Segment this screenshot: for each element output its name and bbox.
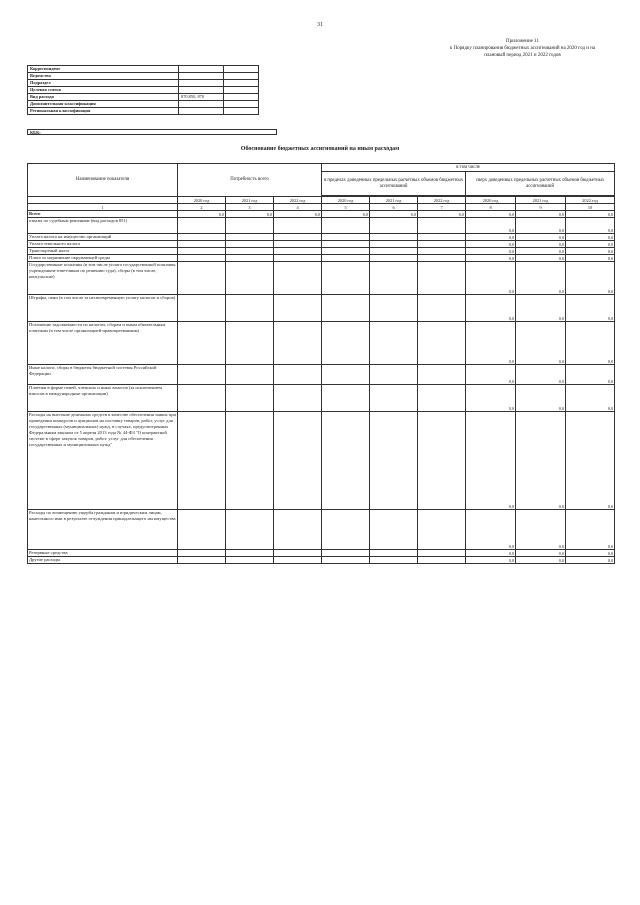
row-value [226,218,274,234]
header-including: в том числе [322,164,615,172]
row-value [178,557,226,564]
row-label: Плата за загрязнение окружающей среды [28,255,178,262]
row-value [370,255,418,262]
row-value [226,550,274,557]
row-value [322,248,370,255]
row-value: 0,0 [566,255,615,262]
header-beyond: сверх доведенных предельных расчетных объемов бюджетных ассигнований [466,172,615,196]
row-value [274,262,322,295]
row-value [226,322,274,365]
header-year: 2020 год [322,197,370,204]
table-row [28,557,615,564]
row-value [178,295,226,322]
column-number: 10 [566,204,615,211]
classification-extra [224,66,259,73]
row-value [178,550,226,557]
row-value: 0,0 [274,211,322,218]
row-value [418,550,466,557]
row-value [418,385,466,412]
row-value: 0,0 [322,211,370,218]
row-value [274,385,322,412]
classification-label: Целевая статья [28,87,179,94]
classification-label: Подраздел [28,80,179,87]
row-value: 0,0 [516,234,566,241]
row-value: 0,0 [516,255,566,262]
row-value [370,385,418,412]
header-year: 2020 год [178,197,226,204]
row-value: 0,0 [566,550,615,557]
row-value [178,412,226,510]
row-value [178,262,226,295]
classification-label: Корреспондент [28,66,179,73]
row-value: 0,0 [566,385,615,412]
row-value: 0,0 [516,510,566,550]
row-value [274,241,322,248]
row-value [226,365,274,385]
row-label: Иные налоги, сборы в бюджеты бюджетной системы Российской Федерации [28,365,178,385]
header-year: 2022 год [274,197,322,204]
header-year: 2022 год [418,197,466,204]
row-value [370,557,418,564]
header-total: Потребность всего [178,164,322,197]
row-value [322,365,370,385]
row-value [274,218,322,234]
row-value [178,234,226,241]
row-value [274,412,322,510]
row-value [370,262,418,295]
row-value [226,234,274,241]
row-value [178,322,226,365]
column-number: 5 [322,204,370,211]
row-value: 0,0 [418,211,466,218]
row-value: 0,0 [516,262,566,295]
row-value [418,234,466,241]
row-value: 0,0 [566,510,615,550]
row-value [274,550,322,557]
row-value: 0,0 [516,295,566,322]
appendix-line-3: плановый период 2021 и 2022 годов [484,53,561,58]
table-row [28,218,615,234]
row-value [370,510,418,550]
row-value: 0,0 [466,241,516,248]
row-value: 0,0 [566,322,615,365]
header-year: 2021 год [370,197,418,204]
row-value: 0,0 [466,557,516,564]
row-value [178,241,226,248]
row-value: 0,0 [566,412,615,510]
classification-value [179,108,224,115]
row-value: 0,0 [466,365,516,385]
column-number: 1 [28,204,178,211]
column-number: 3 [226,204,274,211]
classification-extra [224,80,259,87]
classification-row [28,108,259,115]
row-value [226,262,274,295]
row-label: Расходы на внесение денежных средств в качестве обеспечения заявок при проведении конкурсов и аукционов на поставку товаров, работ, услуг для государственных (муниципальных) нужд, в случаях, предусмотренных Федеральным законом от 5 апреля 2013 года № 44-ФЗ "О контрактной системе в сфере закупок товаров, работ, услуг для обеспечения государственных и муниципальных нужд" [28,412,178,510]
table-row [28,241,615,248]
table-row [28,255,615,262]
classification-value [179,101,224,108]
row-label: Транспортный налог [28,248,178,255]
row-value [370,248,418,255]
classification-row [28,73,259,80]
row-label: Платежи в форме пеней, членских и иных взносов (за исключением взносов в международные организации) [28,385,178,412]
table-row [28,211,615,218]
classification-label: Вид расхода [28,94,179,101]
row-label: Резервные средства [28,550,178,557]
row-value [370,550,418,557]
row-value [226,255,274,262]
classification-extra [224,108,259,115]
row-value [226,248,274,255]
row-value: 0,0 [566,365,615,385]
header-name: Наименование показателя [28,164,178,197]
row-value [418,412,466,510]
classification-extra [224,87,259,94]
document-title: Обоснование бюджетных ассигнований на иным расходам [240,146,400,152]
row-value: 0,0 [566,241,615,248]
row-value [418,557,466,564]
row-value [226,510,274,550]
row-value: 0,0 [466,234,516,241]
row-value [226,412,274,510]
row-value [418,295,466,322]
column-number: 8 [466,204,516,211]
table-row [28,365,615,385]
classification-extra [224,94,259,101]
row-value [322,322,370,365]
row-value [322,412,370,510]
classification-value [179,80,224,87]
header-year: 2020 год [466,197,516,204]
classification-row [28,87,259,94]
classification-row [28,94,259,101]
row-value [226,385,274,412]
row-value [274,365,322,385]
row-value [178,255,226,262]
row-value: 0,0 [516,248,566,255]
row-value: 0,0 [226,211,274,218]
row-value [370,241,418,248]
row-value: 0,0 [466,218,516,234]
classification-value [179,87,224,94]
column-number: 6 [370,204,418,211]
header-year: 2021 год [226,197,274,204]
row-label: Уплата налога на имущество организаций [28,234,178,241]
row-value [274,255,322,262]
row-value [418,322,466,365]
row-value [370,322,418,365]
row-value: 0,0 [466,412,516,510]
row-value [274,322,322,365]
row-value [322,385,370,412]
row-value: 0,0 [516,218,566,234]
row-label: отказы по судебным решениям (вид расходов 851) [28,218,178,234]
row-label: Штрафы, пени (в том числе за несвоевременную уплату налогов и сборов) [28,295,178,322]
column-number: 9 [516,204,566,211]
row-value [418,218,466,234]
row-value [418,248,466,255]
classification-row [28,101,259,108]
classification-value: 870,850, 870 [179,94,224,101]
row-value: 0,0 [516,412,566,510]
row-value: 0,0 [516,241,566,248]
classification-row [28,66,259,73]
table-row [28,234,615,241]
row-value: 0,0 [516,365,566,385]
row-value [418,365,466,385]
row-value [370,218,418,234]
row-value [322,550,370,557]
row-value [226,241,274,248]
row-label: Другие расходы [28,557,178,564]
row-value: 0,0 [466,385,516,412]
row-value: 0,0 [466,510,516,550]
row-value: 0,0 [566,557,615,564]
row-value [178,510,226,550]
kbk-field: КБК: [27,129,277,135]
column-number: 7 [418,204,466,211]
row-value [370,412,418,510]
row-value: 0,0 [566,218,615,234]
header-year: 2021 год [516,197,566,204]
row-value [418,255,466,262]
table-row [28,262,615,295]
row-value [322,510,370,550]
row-value: 0,0 [566,262,615,295]
classification-label: Региональная классификация [28,108,179,115]
row-value [322,218,370,234]
row-value [418,262,466,295]
header-year: 2022 год [566,197,615,204]
row-value: 0,0 [466,255,516,262]
column-number: 2 [178,204,226,211]
row-value [274,234,322,241]
classification-table [27,65,259,115]
row-label: Расходы по возмещению ущерба гражданам и юридическим лицам, нанесенного ими в результате отчуждения принадлежащего им имущества [28,510,178,550]
classification-extra [224,73,259,80]
row-label: Погашение задолженности по налогам, сборам и иным обязательным платежам (в том числе организацией-правопреемником) [28,322,178,365]
row-value [322,262,370,295]
row-value: 0,0 [566,211,615,218]
row-value [418,241,466,248]
table-row [28,550,615,557]
row-value: 0,0 [516,385,566,412]
row-value: 0,0 [370,211,418,218]
row-value [178,385,226,412]
table-row [28,295,615,322]
row-value: 0,0 [466,211,516,218]
classification-value [179,66,224,73]
classification-label: Ведомство [28,73,179,80]
row-value [178,218,226,234]
row-value: 0,0 [516,557,566,564]
row-value [226,295,274,322]
row-value: 0,0 [466,550,516,557]
row-value [322,557,370,564]
row-value [178,365,226,385]
column-number: 4 [274,204,322,211]
row-value [274,295,322,322]
row-value [322,234,370,241]
row-value: 0,0 [466,262,516,295]
classification-extra [224,101,259,108]
row-value [322,241,370,248]
row-value: 0,0 [566,248,615,255]
table-row [28,412,615,510]
row-value: 0,0 [566,295,615,322]
row-label: Уплата земельного налога [28,241,178,248]
row-value [418,510,466,550]
table-row [28,510,615,550]
row-value: 0,0 [516,211,566,218]
row-value: 0,0 [516,550,566,557]
appendix-line-1: Приложение 11 [506,39,539,44]
row-value [322,255,370,262]
table-row [28,322,615,365]
budget-table [27,163,615,564]
row-value [178,248,226,255]
row-value: 0,0 [466,322,516,365]
table-row [28,385,615,412]
row-value: 0,0 [466,295,516,322]
row-value [274,557,322,564]
page-number: 31 [317,22,323,28]
row-value [274,248,322,255]
classification-label: Дополнительная классификация [28,101,179,108]
table-row [28,248,615,255]
row-value [226,557,274,564]
row-value: 0,0 [516,322,566,365]
row-label: Государственные пошлины (в том числе уплата государственной пошлины учреждением-ответчиком по решению суда), сборы (в том числе, консульские) [28,262,178,295]
row-value: 0,0 [178,211,226,218]
appendix-note [420,38,625,59]
row-value [370,365,418,385]
row-value: 0,0 [466,248,516,255]
row-value [274,510,322,550]
appendix-line-2: к Порядку планирования бюджетных ассигнований на 2020 год и на [449,46,596,51]
classification-row [28,80,259,87]
classification-value [179,73,224,80]
row-value [322,295,370,322]
row-label: Всего [28,211,178,218]
header-within: в пределах доведенных предельных расчетных объемов бюджетных ассигнований [322,172,466,196]
row-value: 0,0 [566,234,615,241]
row-value [370,234,418,241]
row-value [370,295,418,322]
